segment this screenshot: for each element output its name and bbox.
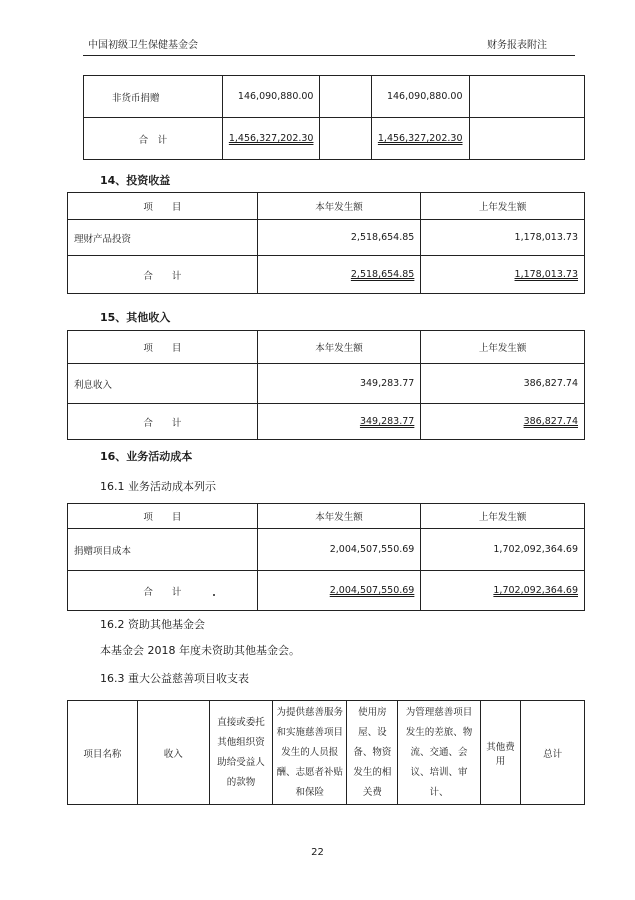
row-label: 非货币捐赠 xyxy=(84,76,223,118)
table-header-row xyxy=(68,193,585,220)
total-prior: 386,827.74 xyxy=(421,404,585,440)
total-label: 合 计 xyxy=(68,571,258,611)
current-value: 2,004,507,550.69 xyxy=(257,529,421,571)
scan-speck xyxy=(213,594,215,596)
header-org-name: 中国初级卫生保健基金会 xyxy=(88,40,198,51)
running-header xyxy=(88,36,547,52)
col-header-prior: 上年发生额 xyxy=(421,193,585,220)
table-row xyxy=(84,118,585,160)
subsection-title-16-1: 16.1 业务活动成本列示 xyxy=(100,480,216,493)
table-header-row xyxy=(68,504,585,529)
investment-income-table xyxy=(67,192,585,294)
subsection-title-16-2: 16.2 资助其他基金会 xyxy=(100,618,205,631)
header-doc-title: 财务报表附注 xyxy=(487,40,547,51)
col-header-current: 本年发生额 xyxy=(257,504,421,529)
current-value: 349,283.77 xyxy=(257,364,421,404)
col-header-total: 总计 xyxy=(521,701,585,805)
row-label: 利息收入 xyxy=(68,364,258,404)
table-row xyxy=(84,76,585,118)
prior-value: 146,090,880.00 xyxy=(371,76,469,118)
col-header-income: 收入 xyxy=(137,701,209,805)
col-header-direct-grants: 直接或委托其他组织资助给受益人的款物 xyxy=(209,701,273,805)
prior-value: 1,702,092,364.69 xyxy=(421,529,585,571)
total-label: 合 计 xyxy=(84,118,223,160)
col-header-prior: 上年发生额 xyxy=(421,504,585,529)
col-header-project-name: 项目名称 xyxy=(68,701,138,805)
row-label: 捐赠项目成本 xyxy=(68,529,258,571)
section-title-14: 14、投资收益 xyxy=(100,174,171,187)
table-row xyxy=(68,404,585,440)
col-header-current: 本年发生额 xyxy=(257,331,421,364)
table-row xyxy=(68,529,585,571)
col-header-item: 项 目 xyxy=(68,193,258,220)
row-label: 理财产品投资 xyxy=(68,220,258,256)
page-number: 22 xyxy=(311,847,324,858)
table-row xyxy=(68,571,585,611)
col-header-personnel: 为提供慈善服务和实施慈善项目发生的人员报酬、志愿者补贴和保险 xyxy=(273,701,347,805)
paragraph-no-grants: 本基金会 2018 年度未资助其他基金会。 xyxy=(100,644,300,657)
col-header-item: 项 目 xyxy=(68,504,258,529)
total-current: 2,004,507,550.69 xyxy=(257,571,421,611)
total-prior: 1,178,013.73 xyxy=(421,256,585,294)
section-title-15: 15、其他收入 xyxy=(100,311,171,324)
total-prior: 1,456,327,202.30 xyxy=(371,118,469,160)
col-header-management: 为管理慈善项目发生的差旅、物流、交通、会议、培训、审计、 xyxy=(398,701,480,805)
table-header-row xyxy=(68,701,585,805)
total-current: 349,283.77 xyxy=(257,404,421,440)
total-label: 合 计 xyxy=(68,256,258,294)
col-header-other-expenses: 其他费用 xyxy=(480,701,521,805)
col-header-item: 项 目 xyxy=(68,331,258,364)
prior-value: 1,178,013.73 xyxy=(421,220,585,256)
total-label: 合 计 xyxy=(68,404,258,440)
section-title-16: 16、业务活动成本 xyxy=(100,450,193,463)
col-header-facilities: 使用房屋、设备、物资发生的相关费 xyxy=(347,701,398,805)
header-rule xyxy=(83,55,575,56)
donation-table xyxy=(83,75,585,160)
table-row xyxy=(68,364,585,404)
prior-value: 386,827.74 xyxy=(421,364,585,404)
current-value: 2,518,654.85 xyxy=(257,220,421,256)
total-current: 1,456,327,202.30 xyxy=(222,118,320,160)
subsection-title-16-3: 16.3 重大公益慈善项目收支表 xyxy=(100,672,249,685)
table-row xyxy=(68,220,585,256)
table-row xyxy=(68,256,585,294)
other-income-table xyxy=(67,330,585,440)
col-header-current: 本年发生额 xyxy=(257,193,421,220)
total-prior: 1,702,092,364.69 xyxy=(421,571,585,611)
table-header-row xyxy=(68,331,585,364)
current-value: 146,090,880.00 xyxy=(222,76,320,118)
major-projects-table xyxy=(67,700,585,805)
col-header-prior: 上年发生额 xyxy=(421,331,585,364)
total-current: 2,518,654.85 xyxy=(257,256,421,294)
business-cost-table xyxy=(67,503,585,611)
